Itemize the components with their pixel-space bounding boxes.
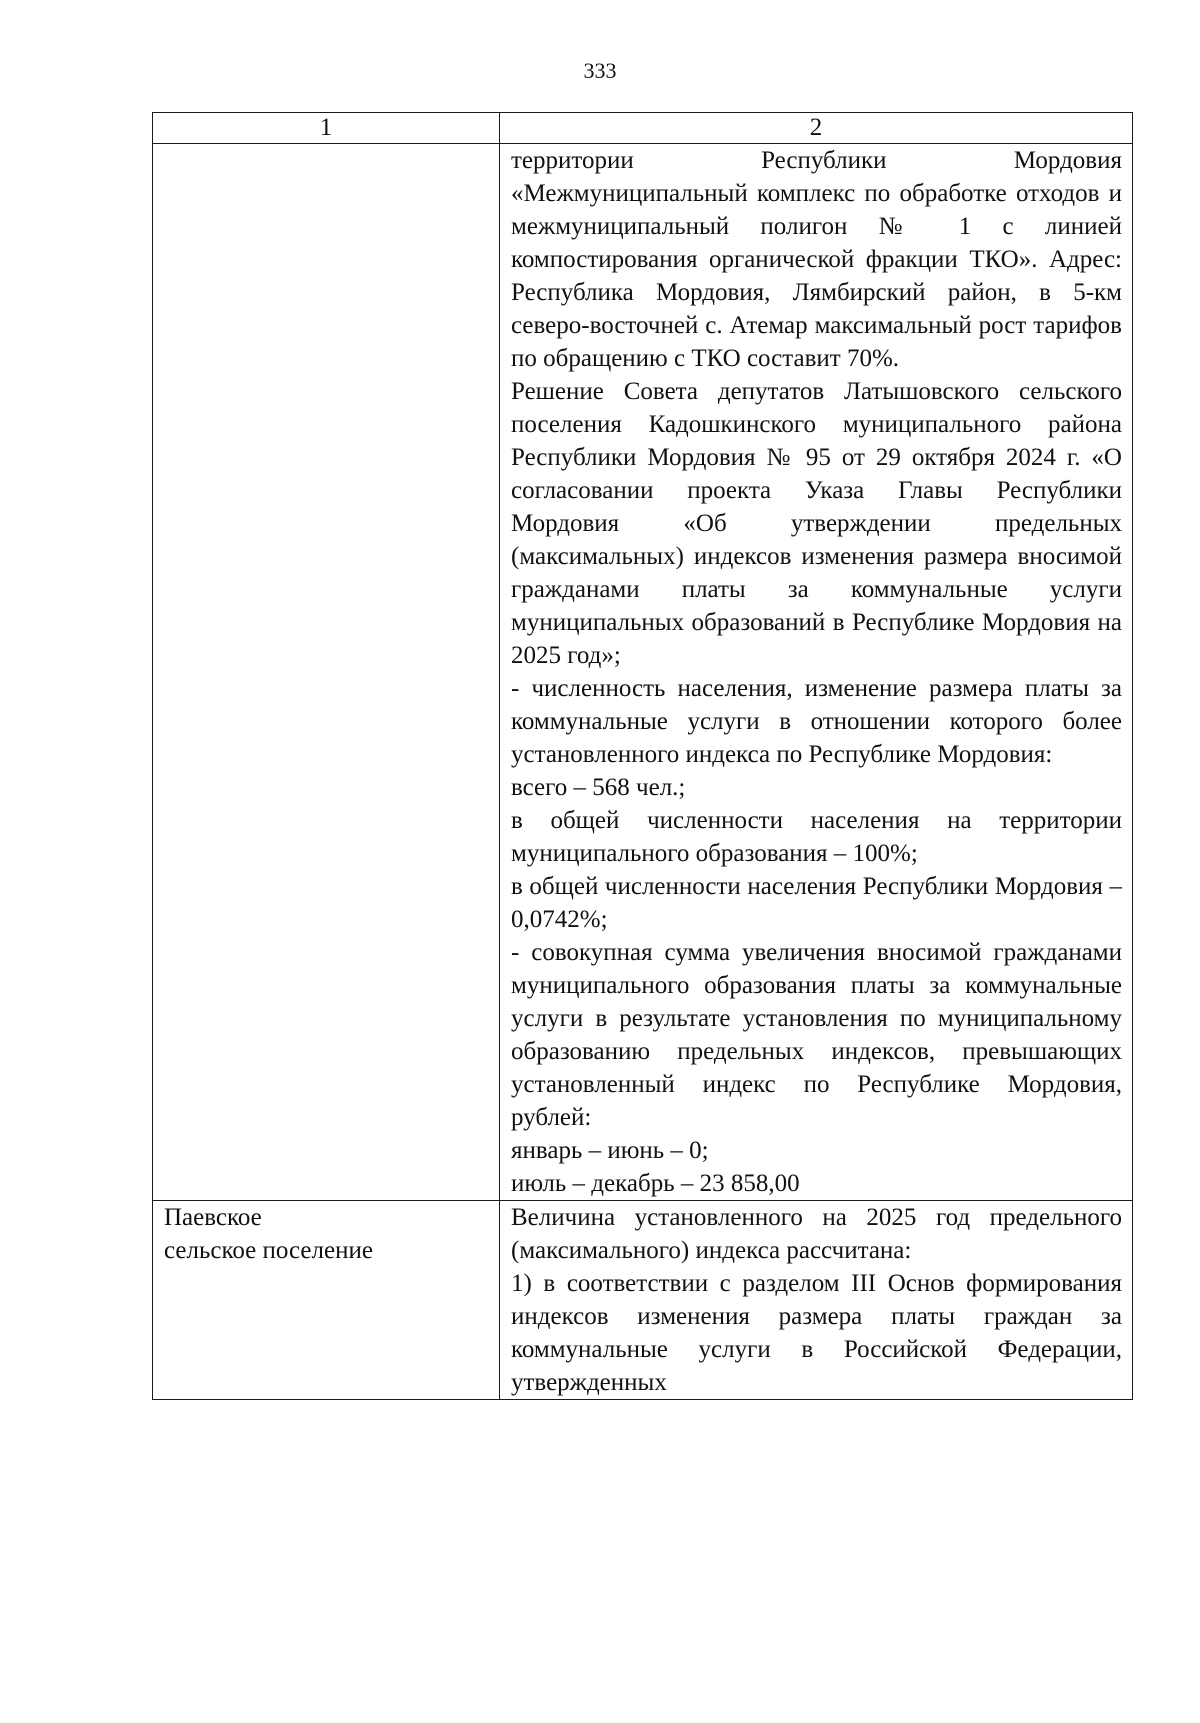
paragraph-population-affected: - численность населения, изменение размера платы за коммунальные услуги в отношении которого более установленного индекса по Республике Мордовия: <box>511 675 1122 768</box>
settlement-cell <box>153 144 500 1201</box>
column-header-2: 2 <box>500 113 1133 144</box>
paragraph-total-increase: - совокупная сумма увеличения вносимой гражданами муниципального образования платы за коммунальные услуги в результате установления по муниципальному образованию предельных индексов, превышающих установленный индекс по Республике Мордовия, рублей: <box>511 939 1122 1131</box>
paragraph-index-value: Величина установленного на 2025 год предельного (максимального) индекса рассчитана: <box>511 1204 1122 1264</box>
paragraph-jul-dec: июль – декабрь – 23 858,00 <box>511 1170 800 1197</box>
table-row <box>153 1201 1133 1400</box>
table-header-row <box>153 113 1133 144</box>
paragraph-population-republic-share: в общей численности населения Республики Мордовия – 0,0742%; <box>511 873 1122 933</box>
description-cell <box>500 144 1133 1201</box>
paragraph-landfill: территории Республики Мордовия «Межмуниципальный комплекс по обработке отходов и межмуниципальный полигон № 1 с линией компостирования органической фракции ТКО». Адрес: Республика Мордовия, Лямбирский район, в 5-км северо-восточней с. Атемар максимальный рост тарифов по обращению с ТКО составит 70%. <box>511 147 1122 372</box>
document-table <box>152 112 1133 1400</box>
settlement-name: Паевское <box>164 1204 262 1231</box>
column-header-1: 1 <box>153 113 500 144</box>
paragraph-jan-jun: январь – июнь – 0; <box>511 1137 709 1164</box>
settlement-type: сельское поселение <box>164 1237 373 1264</box>
settlement-cell <box>153 1201 500 1400</box>
paragraph-population-total: всего – 568 чел.; <box>511 774 686 801</box>
paragraph-council-decision: Решение Совета депутатов Латышовского сельского поселения Кадошкинского муниципального района Республики Мордовия № 95 от 29 октября 2024 г. «О согласовании проекта Указа Главы Республики Мордовия «Об утверждении предельных (максимальных) индексов изменения размера вносимой гражданами платы за коммунальные услуги муниципальных образований в Республике Мордовия на 2025 год»; <box>511 378 1122 669</box>
paragraph-section-iii: 1) в соответствии с разделом III Основ формирования индексов изменения размера платы граждан за коммунальные услуги в Российской Федерации, утвержденных <box>511 1270 1122 1396</box>
paragraph-population-municipal-share: в общей численности населения на территории муниципального образования – 100%; <box>511 807 1122 867</box>
table-row <box>153 144 1133 1201</box>
description-cell <box>500 1201 1133 1400</box>
page-number: 333 <box>583 58 617 83</box>
